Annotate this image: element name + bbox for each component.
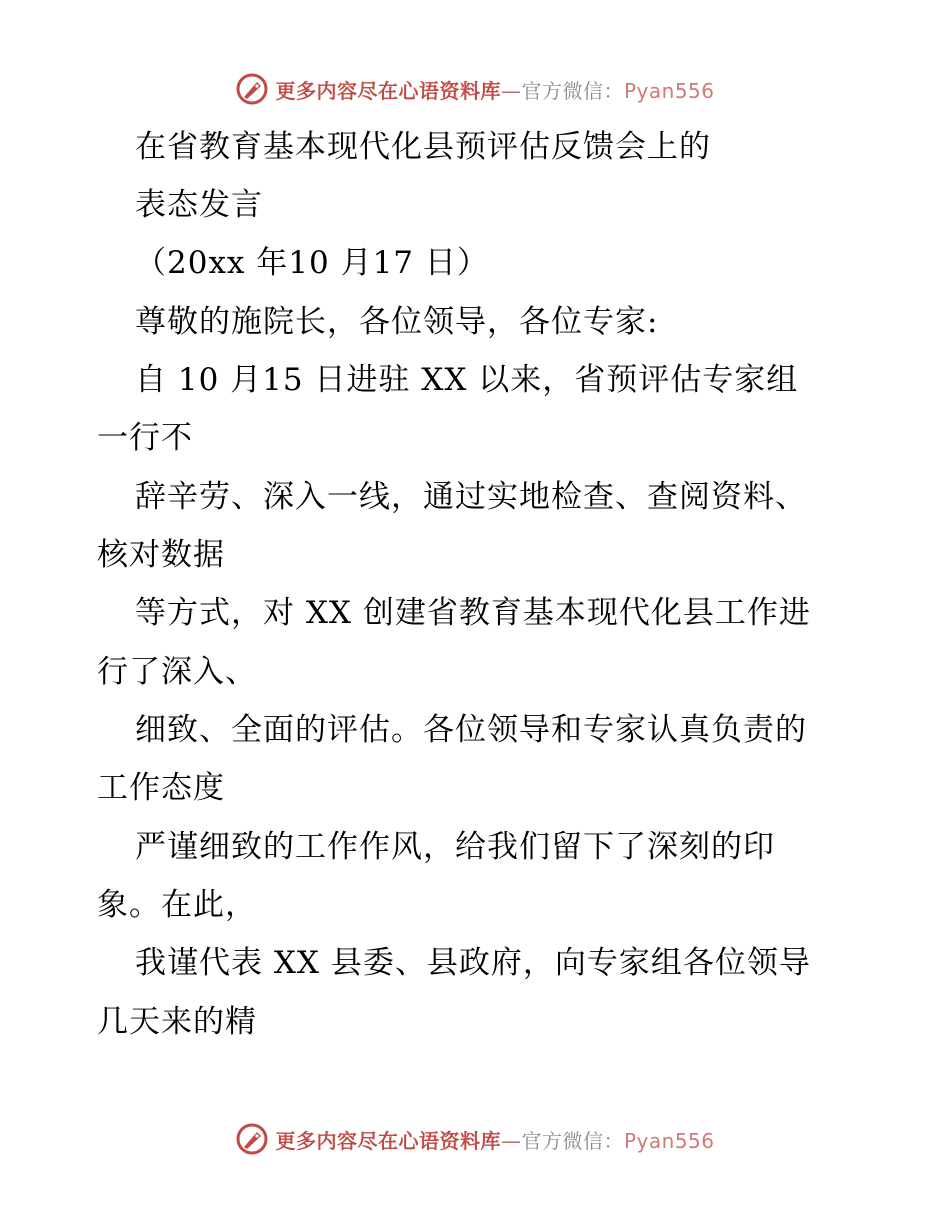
paragraph-line: 一行不 [97,420,193,456]
footer-watermark [0,1122,950,1156]
paragraph-line: 行了深入、 [97,654,257,690]
paragraph-line: 我谨代表 XX 县委、县政府，向专家组各位领导 [135,945,811,981]
paragraph-line: 等方式，对 XX 创建省教育基本现代化县工作进 [135,595,811,631]
paragraph-line: 工作态度 [97,770,225,806]
watermark-text: 更多内容尽在心语资料库—官方微信：Pyan556 [275,78,715,103]
paragraph-line: 严谨细致的工作作风，给我们留下了深刻的印 [135,829,775,865]
paragraph-line: 核对数据 [97,537,225,573]
pen-nib-circle-icon [235,72,269,106]
paragraph-line: 象。在此， [97,887,257,923]
document-date: （20xx 年10 月17 日） [135,245,489,281]
paragraph-line: 几天来的精 [97,1004,257,1040]
document-salutation: 尊敬的施院长，各位领导，各位专家: [135,304,659,340]
paragraph-line: 自 10 月15 日进驻 XX 以来，省预评估专家组 [135,362,799,398]
header-watermark [0,72,950,106]
pen-nib-circle-icon [235,1122,269,1156]
watermark-text: 更多内容尽在心语资料库—官方微信：Pyan556 [275,1128,715,1153]
paragraph-line: 辞辛劳、深入一线，通过实地检查、查阅资料、 [135,479,807,515]
document-title-line-1: 在省教育基本现代化县预评估反馈会上的 [135,129,711,165]
document-title-line-2: 表态发言 [135,187,263,223]
paragraph-line: 细致、全面的评估。各位领导和专家认真负责的 [135,712,807,748]
